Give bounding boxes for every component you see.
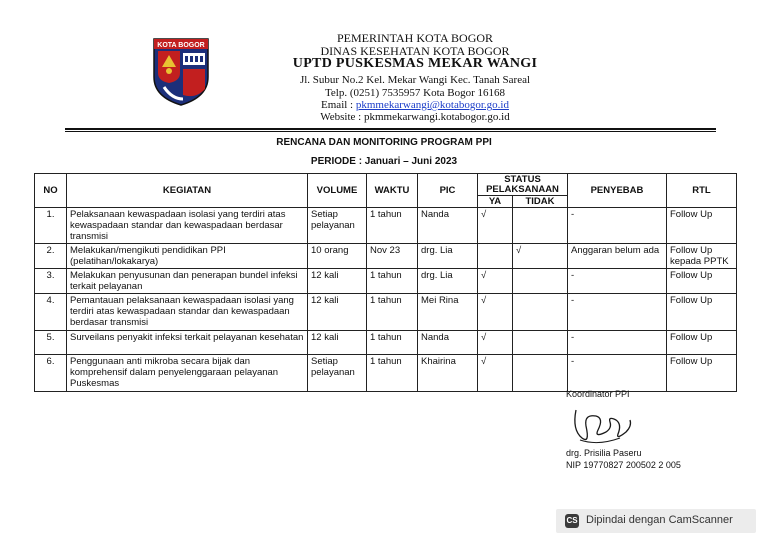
row-penyebab: -	[568, 331, 667, 355]
row-no: 3.	[35, 269, 67, 294]
row-pic: drg. Lia	[418, 269, 478, 294]
row-penyebab: -	[568, 294, 667, 331]
row-pic: drg. Lia	[418, 244, 478, 269]
row-volume: 12 kali	[308, 331, 367, 355]
row-waktu: 1 tahun	[367, 208, 418, 244]
row-waktu: Nov 23	[367, 244, 418, 269]
row-pic: Khairina	[418, 355, 478, 392]
row-waktu: 1 tahun	[367, 331, 418, 355]
table-row	[35, 331, 737, 355]
row-no: 1.	[35, 208, 67, 244]
table-row	[35, 244, 737, 269]
row-no: 2.	[35, 244, 67, 269]
row-penyebab: Anggaran belum ada	[568, 244, 667, 269]
row-tidak	[513, 269, 568, 294]
header-website: Website : pkmmekarwangi.kotabogor.go.id	[320, 111, 510, 123]
row-ya: √	[478, 331, 513, 355]
row-rtl: Follow Up	[667, 331, 737, 355]
camscanner-icon: CS	[565, 514, 579, 528]
kota-bogor-logo	[152, 37, 210, 107]
row-ya: √	[478, 208, 513, 244]
row-kegiatan: Pemantauan pelaksanaan kewaspadaan isolasi yang terdiri atas kewaspadaan standar dan kewaspadaan berdasar transmisi	[67, 294, 308, 331]
row-tidak: √	[513, 244, 568, 269]
row-volume: 12 kali	[308, 294, 367, 331]
col-header-pic: PIC	[418, 174, 478, 208]
row-ya: √	[478, 269, 513, 294]
row-ya	[478, 244, 513, 269]
row-kegiatan: Melakukan/mengikuti pendidikan PPI (pelatihan/lokakarya)	[67, 244, 308, 269]
row-penyebab: -	[568, 208, 667, 244]
header-divider-thick	[65, 128, 716, 130]
row-volume: 12 kali	[308, 269, 367, 294]
email-label: Email :	[321, 99, 356, 111]
row-ya: √	[478, 355, 513, 392]
row-ya: √	[478, 294, 513, 331]
header-address: Jl. Subur No.2 Kel. Mekar Wangi Kec. Tanah Sareal	[299, 74, 531, 86]
header-email	[230, 99, 600, 111]
table-row	[35, 294, 737, 331]
row-tidak	[513, 355, 568, 392]
document-title: RENCANA DAN MONITORING PROGRAM PPI	[276, 137, 492, 148]
row-no: 5.	[35, 331, 67, 355]
row-penyebab: -	[568, 355, 667, 392]
table-row	[35, 208, 737, 244]
row-tidak	[513, 208, 568, 244]
header-government: PEMERINTAH KOTA BOGOR	[336, 31, 494, 45]
table-header-row	[35, 174, 737, 196]
handwritten-signature	[568, 402, 640, 448]
camscanner-text: Dipindai dengan CamScanner	[586, 514, 733, 526]
row-rtl: Follow Up kepada PPTK	[667, 244, 737, 269]
header-department: DINAS KESEHATAN KOTA BOGOR	[320, 44, 510, 58]
table-row	[35, 269, 737, 294]
document-period: PERIODE : Januari – Juni 2023	[310, 156, 458, 167]
header-phone: Telp. (0251) 7535957 Kota Bogor 16168	[324, 87, 506, 99]
row-waktu: 1 tahun	[367, 355, 418, 392]
row-tidak	[513, 294, 568, 331]
signature-role: Koordinator PPI	[566, 389, 630, 399]
row-kegiatan: Pelaksanaan kewaspadaan isolasi yang terdiri atas kewaspadaan standar dan kewaspadaan berdasar transmisi	[67, 208, 308, 244]
row-pic: Mei Rina	[418, 294, 478, 331]
row-pic: Nanda	[418, 208, 478, 244]
row-volume: 10 orang	[308, 244, 367, 269]
row-volume: Setiap pelayanan	[308, 208, 367, 244]
row-rtl: Follow Up	[667, 269, 737, 294]
header-divider-thin	[65, 131, 716, 132]
col-header-ya: YA	[478, 196, 513, 208]
signature-name: drg. Prisilia Paseru	[566, 448, 642, 458]
program-table	[34, 173, 737, 392]
email-link[interactable]: pkmmekarwangi@kotabogor.go.id	[355, 99, 509, 111]
row-waktu: 1 tahun	[367, 294, 418, 331]
col-header-rtl: RTL	[667, 174, 737, 208]
col-header-no: NO	[35, 174, 67, 208]
row-kegiatan: Surveilans penyakit infeksi terkait pelayanan kesehatan	[67, 331, 308, 355]
row-volume: Setiap pelayanan	[308, 355, 367, 392]
row-waktu: 1 tahun	[367, 269, 418, 294]
row-rtl: Follow Up	[667, 294, 737, 331]
row-kegiatan: Melakukan penyusunan dan penerapan bundel infeksi terkait pelayanan	[67, 269, 308, 294]
col-header-kegiatan: KEGIATAN	[67, 174, 308, 208]
row-rtl: Follow Up	[667, 355, 737, 392]
row-rtl: Follow Up	[667, 208, 737, 244]
row-tidak	[513, 331, 568, 355]
row-no: 4.	[35, 294, 67, 331]
row-no: 6.	[35, 355, 67, 392]
table-row	[35, 355, 737, 392]
col-header-tidak: TIDAK	[513, 196, 568, 208]
camscanner-watermark	[556, 509, 756, 533]
row-pic: Nanda	[418, 331, 478, 355]
col-header-volume: VOLUME	[308, 174, 367, 208]
col-header-status: STATUS PELAKSANAAN	[478, 174, 568, 196]
svg-text:KOTA BOGOR: KOTA BOGOR	[157, 42, 205, 49]
row-penyebab: -	[568, 269, 667, 294]
col-header-waktu: WAKTU	[367, 174, 418, 208]
signature-nip: NIP 19770827 200502 2 005	[566, 460, 681, 470]
header-institution: UPTD PUSKESMAS MEKAR WANGI	[292, 56, 538, 71]
col-header-penyebab: PENYEBAB	[568, 174, 667, 208]
row-kegiatan: Penggunaan anti mikroba secara bijak dan komprehensif dalam penyelenggaraan pelayanan Puskesmas	[67, 355, 308, 392]
